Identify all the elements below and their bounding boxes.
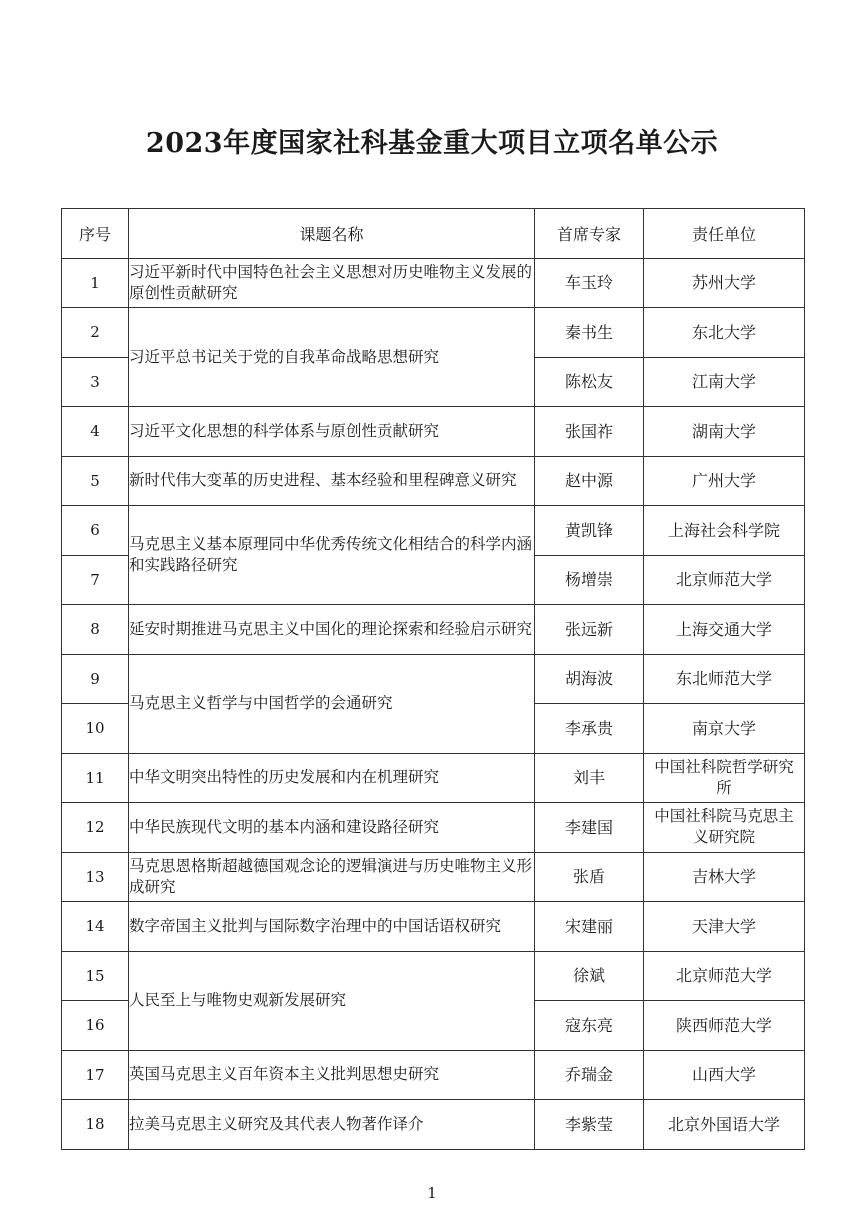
row-unit: 陕西师范大学 <box>644 1001 805 1051</box>
row-expert: 寇东亮 <box>535 1001 644 1051</box>
row-unit: 南京大学 <box>644 704 805 754</box>
row-unit: 北京外国语大学 <box>644 1100 805 1150</box>
row-topic: 数字帝国主义批判与国际数字治理中的中国话语权研究 <box>129 902 535 952</box>
row-unit: 上海交通大学 <box>644 605 805 655</box>
row-expert: 李紫莹 <box>535 1100 644 1150</box>
row-no: 10 <box>62 704 129 754</box>
row-unit: 北京师范大学 <box>644 951 805 1001</box>
row-expert: 车玉玲 <box>535 258 644 308</box>
row-topic: 延安时期推进马克思主义中国化的理论探索和经验启示研究 <box>129 605 535 655</box>
row-topic: 马克思主义哲学与中国哲学的会通研究 <box>129 654 535 753</box>
table-row <box>62 753 805 803</box>
header-expert: 首席专家 <box>535 209 644 259</box>
row-expert: 徐斌 <box>535 951 644 1001</box>
table-row <box>62 605 805 655</box>
row-expert: 赵中源 <box>535 456 644 506</box>
row-expert: 宋建丽 <box>535 902 644 952</box>
header-topic: 课题名称 <box>129 209 535 259</box>
row-expert: 胡海波 <box>535 654 644 704</box>
page-title: 2023年度国家社科基金重大项目立项名单公示 <box>145 128 719 159</box>
row-topic: 习近平新时代中国特色社会主义思想对历史唯物主义发展的原创性贡献研究 <box>129 258 535 308</box>
table-row <box>62 654 805 704</box>
row-expert: 杨增崇 <box>535 555 644 605</box>
row-expert: 张远新 <box>535 605 644 655</box>
table-row <box>62 456 805 506</box>
row-no: 14 <box>62 902 129 952</box>
row-no: 16 <box>62 1001 129 1051</box>
header-unit: 责任单位 <box>644 209 805 259</box>
row-no: 15 <box>62 951 129 1001</box>
row-unit: 东北大学 <box>644 308 805 358</box>
row-unit: 中国社科院马克思主义研究院 <box>644 803 805 853</box>
row-no: 11 <box>62 753 129 803</box>
row-no: 5 <box>62 456 129 506</box>
row-expert: 刘丰 <box>535 753 644 803</box>
row-no: 4 <box>62 407 129 457</box>
row-no: 13 <box>62 852 129 902</box>
row-topic: 拉美马克思主义研究及其代表人物著作译介 <box>129 1100 535 1150</box>
row-expert: 秦书生 <box>535 308 644 358</box>
row-unit: 湖南大学 <box>644 407 805 457</box>
row-unit: 中国社科院哲学研究所 <box>644 753 805 803</box>
row-topic: 马克思主义基本原理同中华优秀传统文化相结合的科学内涵和实践路径研究 <box>129 506 535 605</box>
row-unit: 山西大学 <box>644 1050 805 1100</box>
row-expert: 乔瑞金 <box>535 1050 644 1100</box>
row-unit: 东北师范大学 <box>644 654 805 704</box>
row-topic: 中华文明突出特性的历史发展和内在机理研究 <box>129 753 535 803</box>
row-no: 8 <box>62 605 129 655</box>
row-no: 18 <box>62 1100 129 1150</box>
row-no: 12 <box>62 803 129 853</box>
row-unit: 苏州大学 <box>644 258 805 308</box>
row-no: 6 <box>62 506 129 556</box>
page-number: 1 <box>427 1184 437 1202</box>
row-topic: 英国马克思主义百年资本主义批判思想史研究 <box>129 1050 535 1100</box>
row-unit: 上海社会科学院 <box>644 506 805 556</box>
row-topic: 新时代伟大变革的历史进程、基本经验和里程碑意义研究 <box>129 456 535 506</box>
table-row <box>62 803 805 853</box>
row-topic: 中华民族现代文明的基本内涵和建设路径研究 <box>129 803 535 853</box>
table-row <box>62 852 805 902</box>
table-row <box>62 902 805 952</box>
row-topic: 习近平文化思想的科学体系与原创性贡献研究 <box>129 407 535 457</box>
row-no: 1 <box>62 258 129 308</box>
row-no: 3 <box>62 357 129 407</box>
table-row <box>62 258 805 308</box>
table-row <box>62 1050 805 1100</box>
row-unit: 吉林大学 <box>644 852 805 902</box>
project-list-table <box>61 208 805 1150</box>
row-unit: 江南大学 <box>644 357 805 407</box>
row-topic: 习近平总书记关于党的自我革命战略思想研究 <box>129 308 535 407</box>
table-row <box>62 308 805 358</box>
row-expert: 李承贵 <box>535 704 644 754</box>
table-row <box>62 407 805 457</box>
row-expert: 黄凯锋 <box>535 506 644 556</box>
header-no: 序号 <box>62 209 129 259</box>
row-no: 9 <box>62 654 129 704</box>
row-expert: 李建国 <box>535 803 644 853</box>
row-unit: 天津大学 <box>644 902 805 952</box>
row-no: 17 <box>62 1050 129 1100</box>
table-row <box>62 951 805 1001</box>
row-expert: 张盾 <box>535 852 644 902</box>
table-row <box>62 1100 805 1150</box>
row-unit: 广州大学 <box>644 456 805 506</box>
row-no: 2 <box>62 308 129 358</box>
table-header-row <box>62 209 805 259</box>
row-unit: 北京师范大学 <box>644 555 805 605</box>
table-row <box>62 506 805 556</box>
row-expert: 陈松友 <box>535 357 644 407</box>
row-topic: 人民至上与唯物史观新发展研究 <box>129 951 535 1050</box>
row-topic: 马克思恩格斯超越德国观念论的逻辑演进与历史唯物主义形成研究 <box>129 852 535 902</box>
row-no: 7 <box>62 555 129 605</box>
row-expert: 张国祚 <box>535 407 644 457</box>
